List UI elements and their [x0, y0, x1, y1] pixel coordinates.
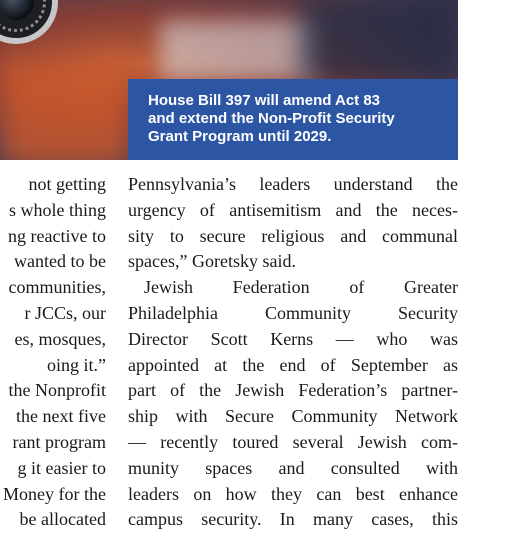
text-line: not getting [28, 174, 106, 194]
text-line: the Nonprofit [8, 380, 106, 401]
text-line: Director Scott Kerns — who was [128, 328, 458, 349]
text-line: appointed at the end of September as [128, 354, 458, 375]
text-line: s whole thing [9, 199, 106, 220]
pull-quote-box [128, 79, 458, 160]
text-line: — recently toured several Jewish com- [128, 431, 458, 452]
text-line: urgency of antisemitism and the neces- [128, 199, 458, 220]
security-camera-icon [0, 0, 58, 44]
right-article-column [128, 172, 458, 533]
text-line: wanted to be [14, 251, 106, 272]
text-line: campus security. In many cases, this [128, 509, 458, 530]
left-article-column [0, 172, 106, 533]
pull-quote-text: House Bill 397 will amend Act 83 and extend the Non-Profit Security Grant Program until 2029. [148, 92, 395, 145]
text-line: ship with Secure Community Network [128, 406, 458, 427]
text-line: Money for the [3, 483, 106, 504]
text-line: spaces,” Goretsky said. [128, 251, 296, 272]
text-line: ng reactive to [8, 225, 106, 246]
text-line: part of the Jewish Federation’s partner- [128, 380, 458, 401]
text-line: Pennsylvania’s leaders understand the [128, 174, 458, 194]
text-line: communities, [8, 277, 106, 298]
text-line: munity spaces and consulted with [128, 457, 458, 478]
text-line: leaders on how they can best enhance [128, 483, 458, 504]
text-line: Jewish Federation of Greater [144, 277, 458, 298]
text-line: be allocated [19, 509, 106, 530]
text-line: r JCCs, our [24, 302, 106, 323]
text-line: es, mosques, [14, 328, 106, 349]
text-line: g it easier to [17, 457, 106, 478]
text-line: Philadelphia Community Security [128, 302, 458, 323]
text-line: rant program [12, 431, 106, 452]
text-line: oing it.” [47, 354, 106, 375]
text-line: sity to secure religious and communal [128, 225, 458, 246]
text-line: the next five [16, 406, 106, 427]
